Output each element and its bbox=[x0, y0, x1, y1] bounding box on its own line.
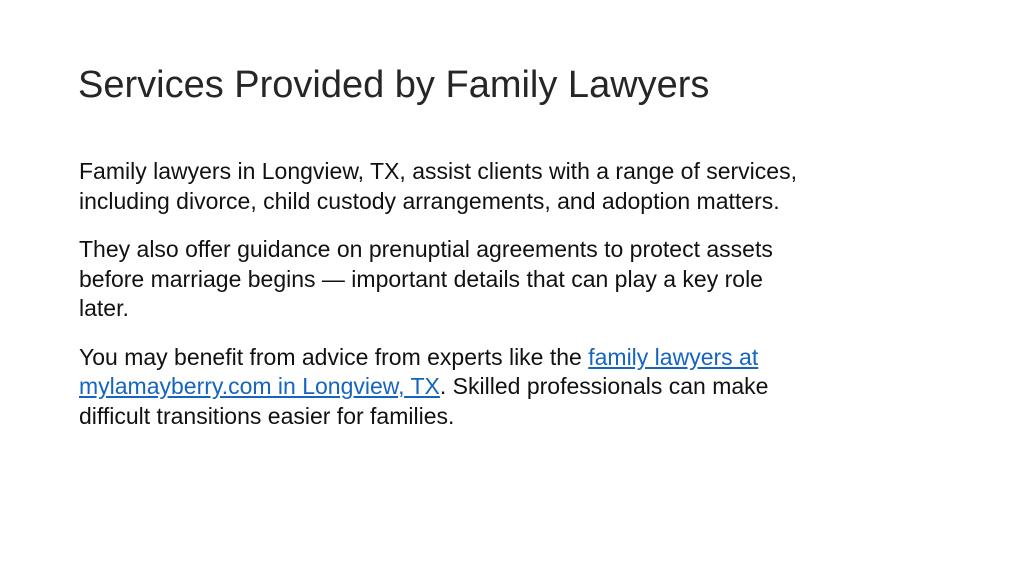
slide-body bbox=[79, 157, 949, 431]
slide-title: Services Provided by Family Lawyers bbox=[78, 64, 710, 106]
paragraph-line: before marriage begins — important details that can play a key role bbox=[79, 265, 763, 292]
paragraph-line: Family lawyers in Longview, TX, assist clients with a range of services, bbox=[79, 158, 797, 184]
paragraph-services bbox=[79, 157, 949, 216]
cta-text-before-link: You may benefit from advice from experts like the bbox=[79, 343, 589, 370]
paragraph-line: including divorce, child custody arrangements, and adoption matters. bbox=[79, 187, 780, 214]
paragraph-line: later. bbox=[79, 295, 129, 321]
cta-text-after-link: . Skilled professionals can make bbox=[439, 373, 769, 399]
paragraph-line: They also offer guidance on prenuptial agreements to protect assets bbox=[79, 236, 773, 262]
cta-text-closing: difficult transitions easier for families. bbox=[79, 402, 455, 429]
paragraph-prenuptial bbox=[79, 235, 949, 324]
link-text-line1[interactable]: family lawyers at bbox=[588, 343, 759, 370]
paragraph-cta bbox=[79, 343, 949, 432]
link-text-line2[interactable]: mylamayberry.com in Longview, TX bbox=[79, 373, 440, 399]
